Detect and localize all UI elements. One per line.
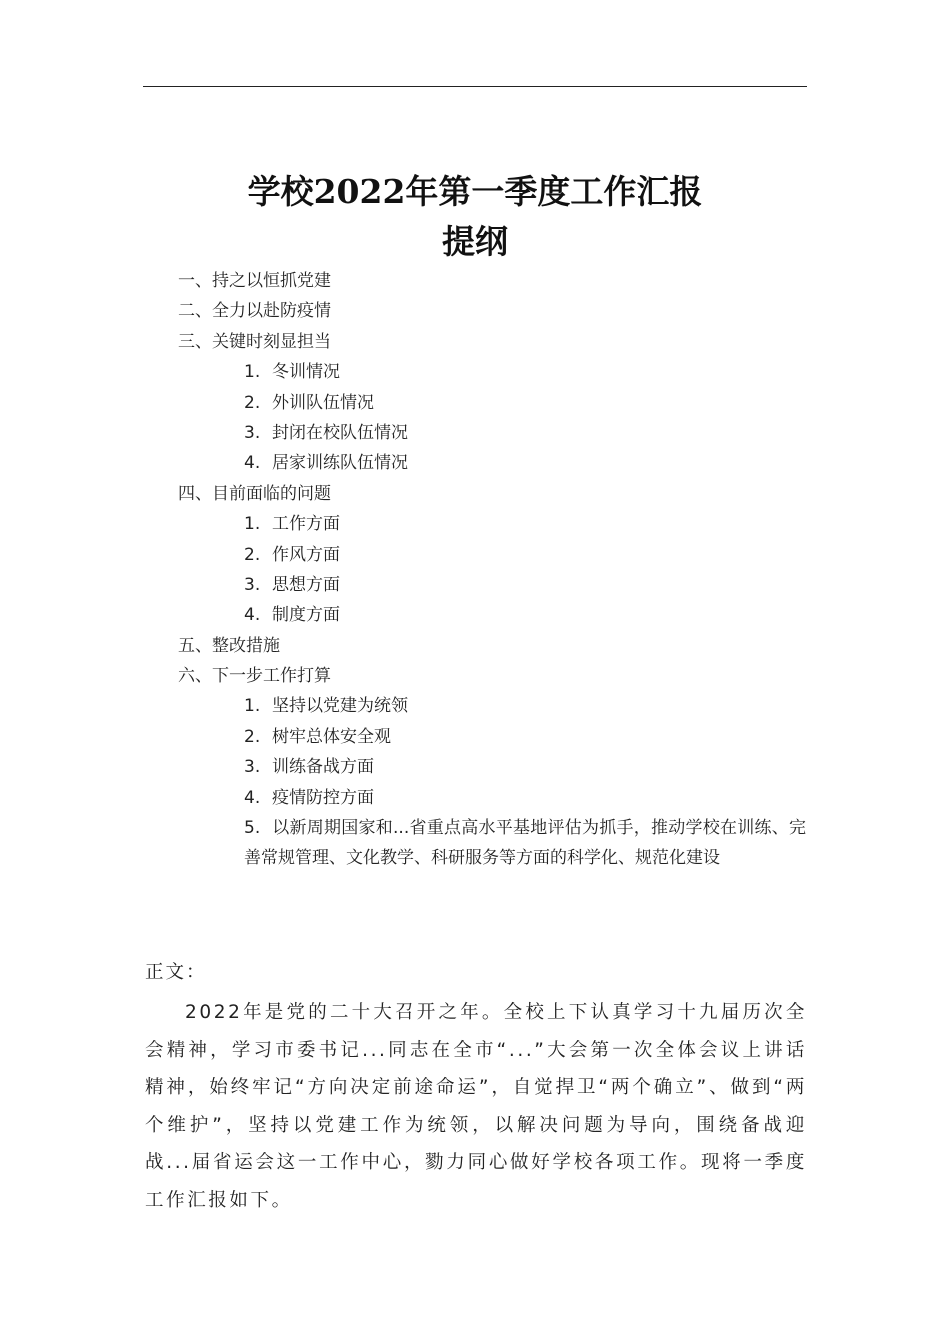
item-text: 训练备战方面 — [272, 757, 374, 778]
item-number: 4. — [244, 453, 261, 474]
item-text: 制度方面 — [272, 605, 340, 626]
outline-section: 六、下一步工作打算 — [178, 666, 331, 687]
item-text: 冬训情况 — [272, 362, 340, 383]
outline-subitem — [178, 418, 818, 448]
body-paragraph: 2022年是党的二十大召开之年。全校上下认真学习十九届历次全会精神，学习市委书记...同志在全市“...”大会第一次全体会议上讲话精神，始终牢记“方向决定前途命运”，自觉捍卫“两个确立”、做到“两个维护”，坚持以党建工作为统领，以解决问题为导向，围绕备战迎战...届省运会这一工作中心，勠力同心做好学校各项工作。现将一季度工作汇报如下。 — [145, 1002, 807, 1211]
item-text: 以新周期国家和...省重点高水平基地评估为抓手，推动学校在训练、完善常规管理、文化教学、科研服务等方面的科学化、规范化建设 — [244, 818, 806, 869]
outline-section: 三、关键时刻显担当 — [178, 331, 331, 352]
item-number: 3. — [244, 574, 261, 595]
item-number: 1. — [244, 362, 261, 383]
item-text: 封闭在校队伍情况 — [272, 422, 408, 443]
outline-subitem — [178, 509, 818, 539]
item-text: 居家训练队伍情况 — [272, 453, 408, 474]
outline-subitem-long — [178, 813, 806, 873]
outline-section: 二、全力以赴防疫情 — [178, 301, 331, 322]
outline-subitem — [178, 570, 818, 600]
outline-subitem — [178, 540, 818, 570]
item-text: 工作方面 — [272, 514, 340, 535]
item-text: 坚持以党建为统领 — [272, 696, 408, 717]
body-label: 正文： — [145, 962, 207, 983]
item-number: 1. — [244, 696, 261, 717]
item-number: 3. — [244, 757, 261, 778]
item-number: 4. — [244, 787, 261, 808]
item-number: 5. — [244, 818, 261, 839]
outline-subitem — [178, 752, 818, 782]
header-rule — [143, 86, 807, 87]
item-text: 作风方面 — [272, 544, 340, 565]
outline-subitem — [178, 357, 818, 387]
item-number: 3. — [244, 422, 261, 443]
outline-subitem — [178, 783, 818, 813]
outline — [178, 266, 818, 873]
outline-subitem — [178, 691, 818, 721]
item-number: 2. — [244, 726, 261, 747]
item-text: 树牢总体安全观 — [272, 726, 391, 747]
item-text: 疫情防控方面 — [272, 787, 374, 808]
outline-subitem — [178, 600, 818, 630]
outline-subitem — [178, 388, 818, 418]
document-title-line2: 提纲 — [442, 222, 508, 261]
item-number: 1. — [244, 514, 261, 535]
outline-section: 一、持之以恒抓党建 — [178, 271, 331, 291]
item-text: 外训队伍情况 — [272, 392, 374, 413]
outline-subitem — [178, 722, 818, 752]
item-text: 思想方面 — [272, 574, 340, 595]
outline-section: 五、整改措施 — [178, 635, 280, 656]
document-title: 学校2022年第一季度工作汇报 — [247, 172, 703, 211]
item-number: 4. — [244, 605, 261, 626]
item-number: 2. — [244, 544, 261, 565]
item-number: 2. — [244, 392, 261, 413]
outline-subitem — [178, 448, 818, 478]
outline-section: 四、目前面临的问题 — [178, 483, 331, 504]
